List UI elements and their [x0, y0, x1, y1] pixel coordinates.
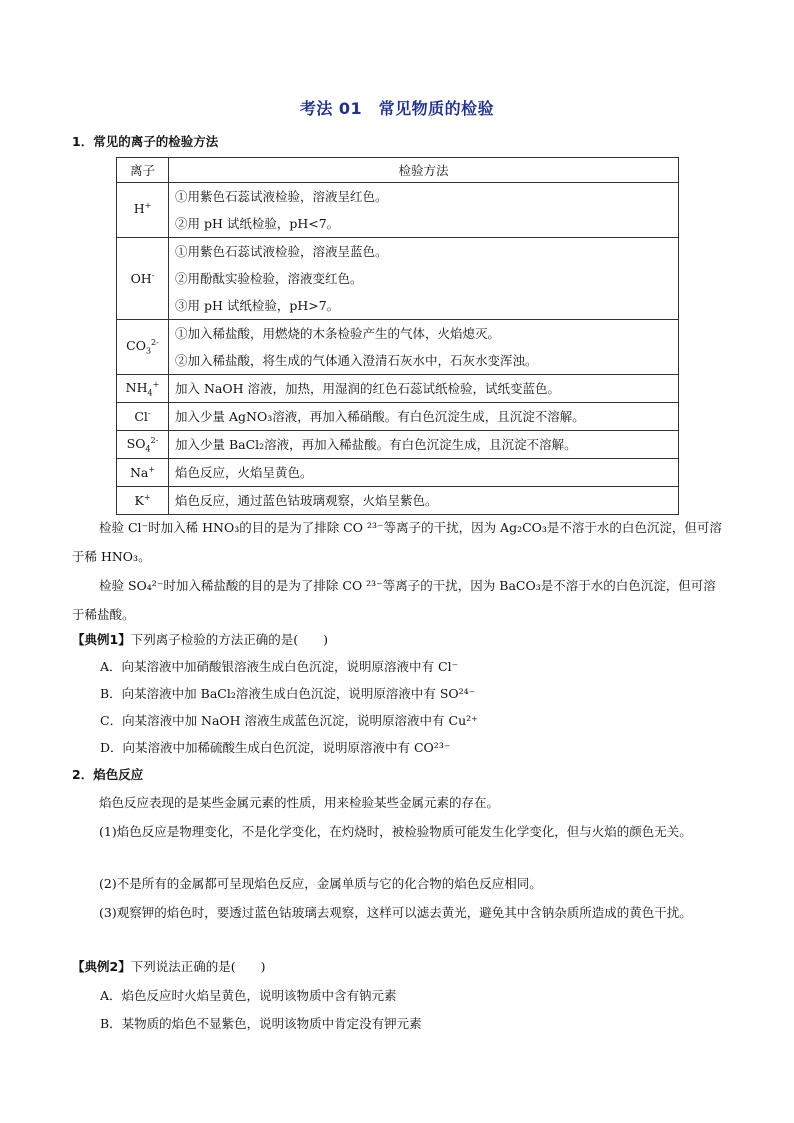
- example-1-option-d: D．向某溶液中加稀硫酸生成白色沉淀，说明原溶液中有 CO²³⁻: [100, 740, 451, 755]
- column-header-method: 检验方法: [169, 158, 679, 183]
- ion-test-table: [116, 157, 679, 515]
- table-row: [117, 375, 679, 403]
- method-cell: 加入 NaOH 溶液，加热，用湿润的红色石蕊试纸检验，试纸变蓝色。: [169, 375, 679, 403]
- example-2-text: 下列说法正确的是( ): [130, 959, 266, 974]
- table-row: [117, 403, 679, 431]
- example-1-text: 下列离子检验的方法正确的是( ): [130, 632, 328, 647]
- example-2-question: [72, 957, 265, 975]
- column-header-ion: 离子: [117, 158, 169, 183]
- flame-paragraph: (1)焰色反应是物理变化，不是化学变化，在灼烧时，被检验物质可能发生化学变化，但与火焰的颜色无关。: [99, 824, 692, 839]
- example-2-option-b: B．某物质的焰色不显紫色，说明该物质中肯定没有钾元素: [100, 1016, 422, 1031]
- example-1-option-b: B．向某溶液中加 BaCl₂溶液生成白色沉淀，说明原溶液中有 SO²⁴⁻: [100, 686, 476, 701]
- section-heading-ion-tests: 1．常见的离子的检验方法: [72, 134, 219, 149]
- example-1-option-c: C．向某溶液中加 NaOH 溶液生成蓝色沉淀，说明原溶液中有 Cu²⁺: [100, 713, 478, 728]
- ion-cell: Cl-: [117, 403, 169, 431]
- method-line: ②用 pH 试纸检验，pH<7。: [175, 216, 340, 231]
- ion-cell: Na+: [117, 459, 169, 487]
- example-2-tag: 【典例2】: [72, 959, 131, 974]
- ion-cell: $CO_3^{2-}$: [117, 320, 169, 375]
- ion-cell: OH-: [117, 238, 169, 320]
- table-row: [117, 238, 679, 320]
- example-1-question: [72, 630, 328, 648]
- table-row: [117, 183, 679, 238]
- method-line: ①用紫色石蕊试液检验，溶液呈红色。: [175, 189, 388, 204]
- method-cell: [169, 320, 679, 375]
- example-1-option-a: A．向某溶液中加硝酸银溶液生成白色沉淀，说明原溶液中有 Cl⁻: [100, 659, 459, 674]
- ion-cell: K+: [117, 487, 169, 515]
- method-line: ②用酚酞实验检验，溶液变红色。: [175, 271, 363, 286]
- method-line: ②加入稀盐酸，将生成的气体通入澄清石灰水中，石灰水变浑浊。: [175, 353, 538, 368]
- method-cell: [169, 183, 679, 238]
- flame-paragraph: (3)观察钾的焰色时，要透过蓝色钴玻璃去观察，这样可以滤去黄光，避免其中含钠杂质所造成的黄色干扰。: [99, 905, 692, 920]
- example-2-option-a: A．焰色反应时火焰呈黄色，说明该物质中含有钠元素: [100, 988, 397, 1003]
- ion-cell: $NH_4^+$: [117, 375, 169, 403]
- method-line: ①用紫色石蕊试液检验，溶液呈蓝色。: [175, 244, 388, 259]
- method-cell: 焰色反应，通过蓝色钴玻璃观察，火焰呈紫色。: [169, 487, 679, 515]
- paragraph-cl-note: 检验 Cl⁻时加入稀 HNO₃的目的是为了排除 CO ²³⁻等离子的干扰，因为 Ag₂CO₃是不溶于水的白色沉淀，但可溶于稀 HNO₃。: [72, 520, 722, 564]
- ion-cell: $SO_4^{2-}$: [117, 431, 169, 459]
- table-header-row: [117, 158, 679, 183]
- method-line: ①加入稀盐酸，用燃烧的木条检验产生的气体，火焰熄灭。: [175, 326, 501, 341]
- example-1-tag: 【典例1】: [72, 632, 131, 647]
- flame-paragraph: (2)不是所有的金属都可呈现焰色反应，金属单质与它的化合物的焰色反应相同。: [99, 876, 542, 891]
- flame-paragraph: 焰色反应表现的是某些金属元素的性质，用来检验某些金属元素的存在。: [99, 795, 500, 810]
- table-row: [117, 459, 679, 487]
- method-line: ③用 pH 试纸检验，pH>7。: [175, 298, 340, 313]
- ion-cell: H+: [117, 183, 169, 238]
- paragraph-so4-note: 检验 SO₄²⁻时加入稀盐酸的目的是为了排除 CO ²³⁻等离子的干扰，因为 BaCO₃是不溶于水的白色沉淀，但可溶于稀盐酸。: [72, 578, 716, 622]
- method-cell: 焰色反应，火焰呈黄色。: [169, 459, 679, 487]
- table-row: [117, 487, 679, 515]
- table-row: [117, 320, 679, 375]
- table-row: [117, 431, 679, 459]
- page-title: 考法 01 常见物质的检验: [299, 99, 495, 118]
- section-heading-flame-test: 2．焰色反应: [72, 767, 144, 782]
- method-cell: 加入少量 BaCl₂溶液，再加入稀盐酸。有白色沉淀生成，且沉淀不溶解。: [169, 431, 679, 459]
- method-cell: [169, 238, 679, 320]
- method-cell: 加入少量 AgNO₃溶液，再加入稀硝酸。有白色沉淀生成，且沉淀不溶解。: [169, 403, 679, 431]
